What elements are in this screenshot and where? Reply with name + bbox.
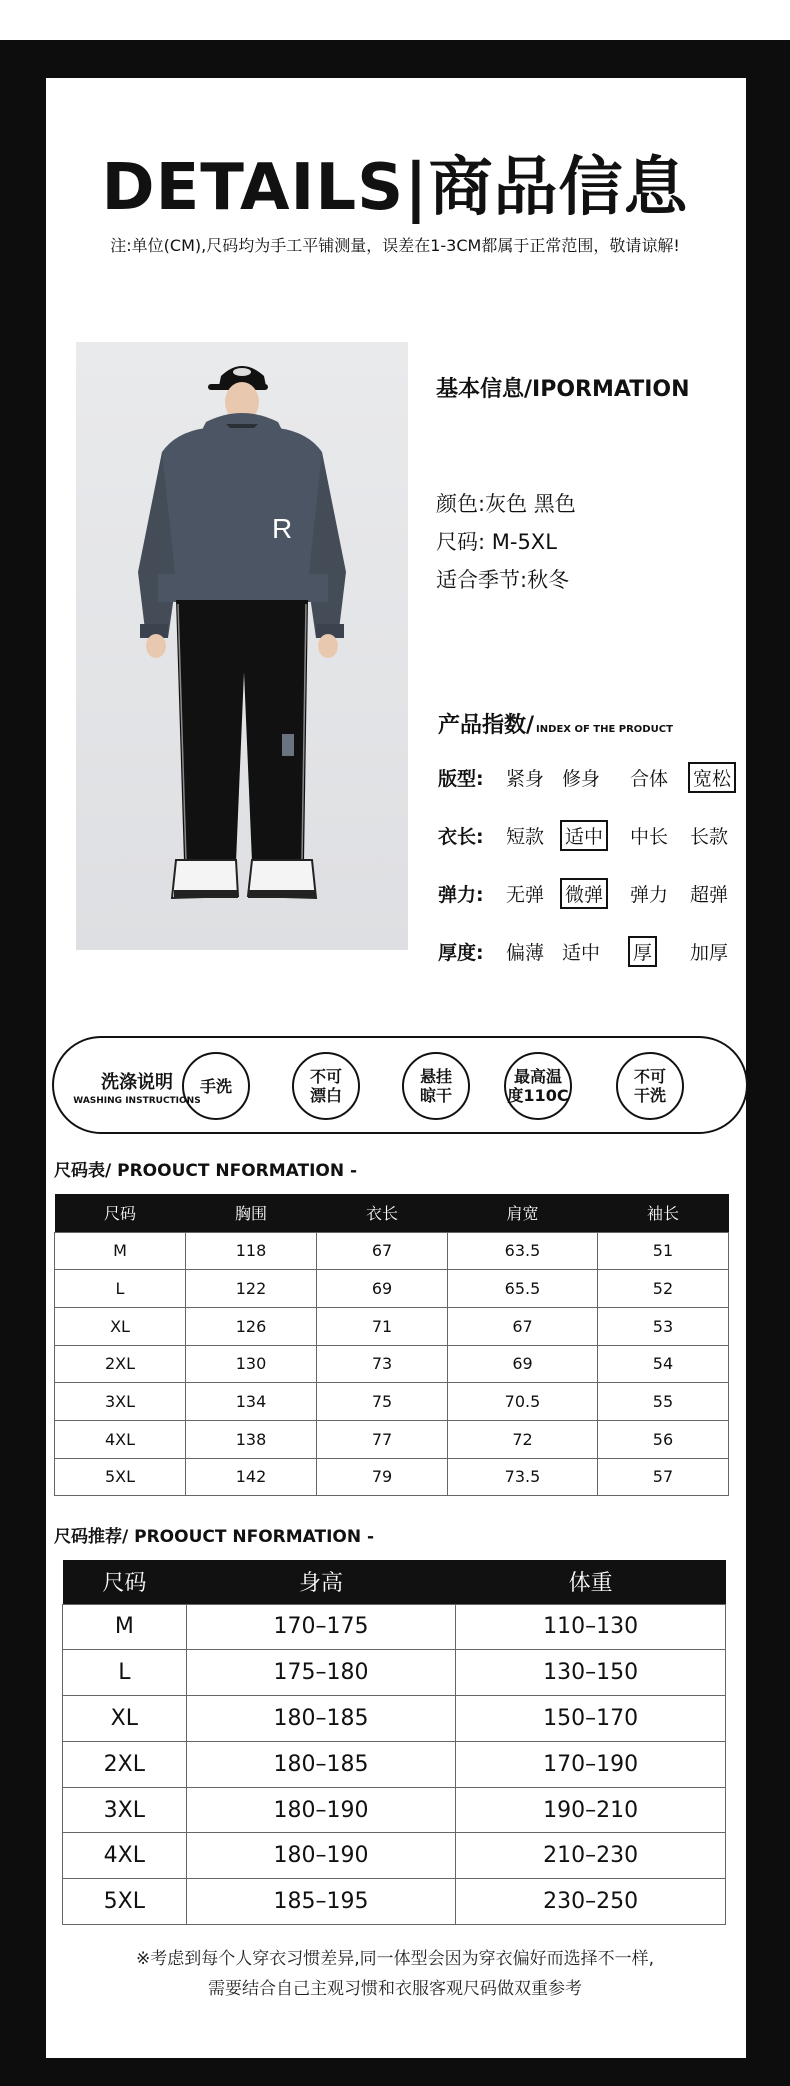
table-cell: 4XL	[55, 1420, 186, 1458]
index-option: 短款	[506, 826, 545, 848]
product-index-row	[438, 878, 738, 908]
washing-symbol	[402, 1052, 470, 1120]
table-cell: 175–180	[186, 1650, 456, 1696]
washing-symbol-text: 悬挂	[419, 1067, 452, 1086]
table-cell: L	[55, 1270, 186, 1308]
washing-symbol-text: 干洗	[633, 1086, 666, 1105]
table-cell: 5XL	[63, 1879, 187, 1925]
table-row	[63, 1879, 726, 1925]
table-header-cell: 体重	[456, 1560, 726, 1604]
table-cell: 138	[186, 1420, 317, 1458]
index-option: 修身	[562, 768, 601, 790]
index-option: 超弹	[690, 884, 729, 906]
table-row	[55, 1420, 729, 1458]
footnote-line-1: ※考虑到每个人穿衣习惯差异,同一体型会因为穿衣偏好而选择不一样,	[135, 1949, 655, 1969]
table-cell: 170–190	[456, 1741, 726, 1787]
table-cell: 51	[597, 1232, 728, 1270]
table-cell: 75	[317, 1383, 448, 1421]
table-cell: 65.5	[448, 1270, 598, 1308]
page-title: DETAILS|商品信息	[101, 151, 689, 225]
washing-symbol	[182, 1052, 250, 1120]
table-cell: 180–190	[186, 1787, 456, 1833]
season-info: 适合季节:秋冬	[436, 568, 570, 592]
table-cell: 72	[448, 1420, 598, 1458]
table-cell: 53	[597, 1307, 728, 1345]
model-photo	[76, 342, 408, 950]
washing-symbol	[616, 1052, 684, 1120]
table-cell: M	[55, 1232, 186, 1270]
index-option: 弹力	[630, 884, 669, 906]
table-cell: 230–250	[456, 1879, 726, 1925]
table-cell: 118	[186, 1232, 317, 1270]
table-cell: 180–190	[186, 1833, 456, 1879]
index-option: 加厚	[690, 942, 729, 964]
table-cell: 71	[317, 1307, 448, 1345]
size-recommend-table	[62, 1560, 726, 1925]
table-cell: 77	[317, 1420, 448, 1458]
table-row	[55, 1270, 729, 1308]
table-cell: 70.5	[448, 1383, 598, 1421]
table-row	[63, 1741, 726, 1787]
table-row	[63, 1696, 726, 1742]
index-option: 长款	[690, 826, 729, 848]
table-cell: 110–130	[456, 1604, 726, 1650]
table-cell: 130	[186, 1345, 317, 1383]
product-index-row	[438, 762, 738, 792]
washing-symbol-text: 手洗	[199, 1076, 232, 1096]
table-cell: 2XL	[63, 1741, 187, 1787]
table-row	[55, 1383, 729, 1421]
table-cell: 67	[317, 1232, 448, 1270]
table-cell: 185–195	[186, 1879, 456, 1925]
table-row	[63, 1787, 726, 1833]
washing-symbol-text: 漂白	[309, 1086, 342, 1105]
index-option: 紧身	[506, 768, 545, 790]
size-table	[54, 1194, 729, 1496]
size-info: 尺码: M-5XL	[436, 530, 557, 554]
table-row	[55, 1307, 729, 1345]
table-cell: 57	[597, 1458, 728, 1496]
washing-symbol-text: 不可	[633, 1067, 666, 1086]
index-option-selected: 厚	[628, 936, 657, 967]
washing-symbol	[504, 1052, 572, 1120]
svg-text:R: R	[272, 513, 293, 544]
table-header-cell: 胸围	[186, 1194, 317, 1232]
table-row	[55, 1232, 729, 1270]
table-cell: 130–150	[456, 1650, 726, 1696]
table-cell: 54	[597, 1345, 728, 1383]
table-header-cell: 身高	[186, 1560, 456, 1604]
table-cell: M	[63, 1604, 187, 1650]
table-cell: 170–175	[186, 1604, 456, 1650]
product-index-heading	[438, 708, 673, 739]
table-cell: XL	[63, 1696, 187, 1742]
table-cell: XL	[55, 1307, 186, 1345]
washing-symbol-text: 最高温	[513, 1067, 562, 1086]
table-cell: 73.5	[448, 1458, 598, 1496]
washing-title-zh: 洗涤说明	[101, 1072, 173, 1093]
color-info: 颜色:灰色 黑色	[436, 492, 576, 516]
washing-instructions	[52, 1036, 748, 1134]
product-index-row	[438, 936, 738, 966]
table-cell: L	[63, 1650, 187, 1696]
table-row	[63, 1833, 726, 1879]
table-cell: 79	[317, 1458, 448, 1496]
table-cell: 142	[186, 1458, 317, 1496]
washing-symbol-text: 不可	[309, 1067, 342, 1086]
table-row	[55, 1458, 729, 1496]
table-cell: 52	[597, 1270, 728, 1308]
measurement-note: 注:单位(CM),尺码均为手工平铺测量，误差在1-3CM都属于正常范围，敬请谅解!	[110, 236, 680, 255]
table-cell: 55	[597, 1383, 728, 1421]
table-header-cell: 尺码	[55, 1194, 186, 1232]
washing-symbol	[292, 1052, 360, 1120]
table-cell: 3XL	[63, 1787, 187, 1833]
table-cell: 122	[186, 1270, 317, 1308]
table-cell: 180–185	[186, 1741, 456, 1787]
table-cell: 3XL	[55, 1383, 186, 1421]
table-cell: 210–230	[456, 1833, 726, 1879]
table-header-cell: 肩宽	[448, 1194, 598, 1232]
table-cell: 63.5	[448, 1232, 598, 1270]
table-row	[55, 1345, 729, 1383]
table-cell: 180–185	[186, 1696, 456, 1742]
index-option: 中长	[630, 826, 669, 848]
washing-symbol-text: 晾干	[419, 1086, 452, 1105]
index-option-selected: 宽松	[688, 762, 736, 793]
index-option: 偏薄	[506, 942, 545, 964]
table-cell: 69	[448, 1345, 598, 1383]
model-illustration	[76, 342, 408, 950]
product-index-row	[438, 820, 738, 850]
table-header-cell: 袖长	[597, 1194, 728, 1232]
table-cell: 56	[597, 1420, 728, 1458]
table-cell: 150–170	[456, 1696, 726, 1742]
index-label: 弹力:	[438, 884, 484, 906]
table-cell: 190–210	[456, 1787, 726, 1833]
basic-info-heading: 基本信息/IPORMATION	[436, 377, 690, 402]
washing-title-en: WASHING INSTRUCTIONS	[73, 1096, 201, 1106]
product-index-subtitle: INDEX OF THE PRODUCT	[536, 724, 673, 735]
table-cell: 67	[448, 1307, 598, 1345]
size-recommend-heading: 尺码推荐/ PROOUCT NFORMATION -	[54, 1527, 375, 1547]
index-option: 合体	[630, 768, 669, 790]
size-table-heading: 尺码表/ PROOUCT NFORMATION -	[54, 1161, 358, 1181]
table-cell: 126	[186, 1307, 317, 1345]
index-option-selected: 适中	[560, 820, 608, 851]
index-label: 衣长:	[438, 826, 484, 848]
index-option: 适中	[562, 942, 601, 964]
table-row	[63, 1650, 726, 1696]
index-option: 无弹	[506, 884, 545, 906]
washing-symbol-text: 度110C	[507, 1086, 569, 1105]
table-cell: 69	[317, 1270, 448, 1308]
table-cell: 134	[186, 1383, 317, 1421]
index-option-selected: 微弹	[560, 878, 608, 909]
table-header-cell: 衣长	[317, 1194, 448, 1232]
table-cell: 5XL	[55, 1458, 186, 1496]
table-cell: 2XL	[55, 1345, 186, 1383]
index-label: 厚度:	[438, 942, 484, 964]
index-label: 版型:	[438, 768, 484, 790]
footnote-line-2: 需要结合自己主观习惯和衣服客观尺码做双重参考	[208, 1979, 582, 1999]
table-row	[63, 1604, 726, 1650]
table-cell: 4XL	[63, 1833, 187, 1879]
product-index-title: 产品指数/	[438, 713, 535, 738]
table-header-cell: 尺码	[63, 1560, 187, 1604]
table-cell: 73	[317, 1345, 448, 1383]
